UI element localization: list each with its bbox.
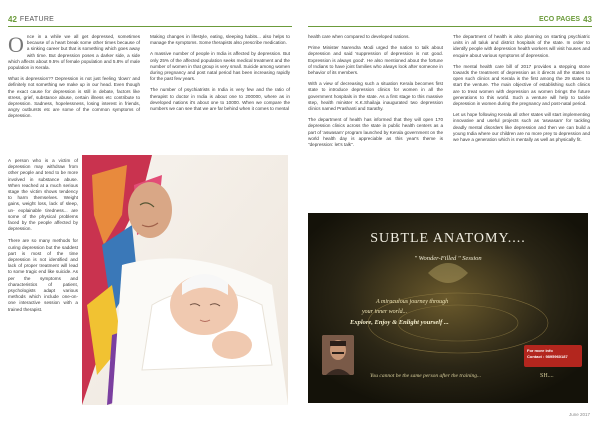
subtle-anatomy-advertisement xyxy=(308,213,588,403)
psychiatric-units-paragraph: The department of health is also planning on starting psychiatric units in all taluk and district hospitals of the state. In order to identify people with depression health workers will visit houses and enquire about various symptoms of depression. xyxy=(453,34,590,58)
ad-tagline-1: A miraculous journey through xyxy=(376,299,449,305)
left-column-1 xyxy=(8,34,140,120)
victim-paragraph: A person who is a victim of depression may withdraw from other people and tend to be more involved in substance abuse. When reached at a much serious stage the victim shows tendency to harm themselves. Weight gains, weight loss, lack of sleep, un- explainable tiredness... are some of the physical problems faced by the people affected by depression. xyxy=(8,158,78,232)
left-header xyxy=(8,12,54,26)
section-label: FEATURE xyxy=(19,15,55,23)
lifestyle-paragraph: Making changes in lifestyle, eating, sleeping habits... also helps to manage the symptoms. Some therapists also prescribe medication. xyxy=(150,34,290,46)
mother-baby-illustration xyxy=(82,155,288,405)
mental-health-bill-paragraph: The mental health care bill of 2017 provides a stepping stone towards the treatment of depression as it directs all the states to open such clinics and Kerala is the first among the 29 states to start the venture. The main objective of establishing such clinics are to treat women with depression as women brings the future generations to this world. Such a venture will help to tackle depression in women during the pregnancy and post-natal period. xyxy=(453,63,590,107)
header-rule-right xyxy=(308,26,592,27)
left-page-number: 42 xyxy=(8,14,17,24)
ad-signature: SH.... xyxy=(540,373,554,379)
ad-info-label: For more info xyxy=(527,348,553,353)
psychiatrists-paragraph: The number of psychiatrists in India is very few and the ratio of therapist to doctor in India is about one to 200000, where as in developed nations it's about one to 10000. When we compare the numbers we can see that we are far behind when it comes to mental xyxy=(150,87,290,112)
ad-tagline-3: Explore, Enjoy & Enlight yourself ... xyxy=(350,319,449,326)
ad-subtitle: " Wonder-Filled " Session xyxy=(414,255,482,262)
right-page-number: 43 xyxy=(583,14,592,24)
statistics-paragraph: A massive number of people in India is affected by depression. But only 25% of the affected population seeks medical treatment and the number of women in that group is very small. Suicide among women during pregnancy and post natal period has been increasing rapidly for the past few years. xyxy=(150,51,290,82)
intro-paragraph xyxy=(8,34,140,71)
ad-title: SUBTLE ANATOMY.... xyxy=(370,231,526,246)
right-page xyxy=(300,0,600,424)
right-column-1 xyxy=(308,34,443,148)
aswasam-paragraph: The department of health has informed that they will open 170 depression clinics across the state in public health centers as a part of 'aswasam' program launched by Kerala government on the world health day is appreciable as this year's theme is "depression: let's talk". xyxy=(308,117,443,148)
ad-contact-number: Contact : 9895960187 xyxy=(527,353,568,359)
header-rule xyxy=(8,26,292,27)
issue-date: June 2017 xyxy=(568,412,590,417)
trainer-portrait xyxy=(322,335,354,375)
ad-quote: You cannot be the same person after the training... xyxy=(370,373,482,379)
trainer-photo xyxy=(322,335,354,375)
eco-pages-logo: ECO PAGES xyxy=(538,15,581,23)
right-header xyxy=(539,12,592,26)
kerala-clinics-paragraph: With a view of decreasing such a situation Kerala becomes first state to introduce depression clinics for women in all the government hospitals in the state. As a first stage to this massive step, health minister K.K.Shailaja inaugurated two depression clinics named Prashanti and Sarathy. xyxy=(308,81,443,112)
conclusion-paragraph: Let us hope following Kerala all other states will start implementing innovative and useful projects such as 'aswasam' for tackling deadly mental disorders like depression and then we can build a young India where our children are no more prey to depression and we have a generation which is mentally as well as physically fit. xyxy=(453,112,590,143)
what-is-depression-paragraph: What is depression?? Depression is not just feeling 'down' and definitely not something we make up in our head. Even though the exact cause for depression is still in debate, factors like stress, grief, substance abuse, certain illness etc contribute to depression. Sadness, hopelessness, losing interest in friends, angry outbursts etc are some of the common symptoms of depression. xyxy=(8,76,140,119)
methods-paragraph: There are so many methods for curing depression but the saddest part is most of the time depression is not identified and lack of proper treatment will lead to some tragic end like suicide. As per the symptoms and characteristics of patient, psychologists adapt various methods which include one-on-one interactive session with a trained therapist. xyxy=(8,238,78,312)
modi-paragraph: Prime Minister Narendra Modi urged the nation to talk about depression and said 'suppression of depression is not good. Expression is always good'. He also mentioned about the fortune of Indians to have joint families who always look after someone in behavior of its members. xyxy=(308,45,443,76)
ad-contact-box xyxy=(524,345,582,367)
intro-text: nce in a while we all get depressed, sometimes because of a heart break some other times because of a sinking career but that is something which goes away with time. But depression poses a darker side, a side which affects about 9.5% of female population and 5.8% of male population in Kerala. xyxy=(8,34,140,71)
drop-cap: O xyxy=(8,32,24,57)
left-column-3 xyxy=(8,158,78,313)
right-column-2 xyxy=(453,34,590,143)
left-column-2 xyxy=(150,34,290,112)
health-care-paragraph: health care when compared to developed nations. xyxy=(308,34,410,39)
ad-tagline-2: your inner world... xyxy=(362,309,408,315)
mother-baby-photo xyxy=(82,155,288,405)
